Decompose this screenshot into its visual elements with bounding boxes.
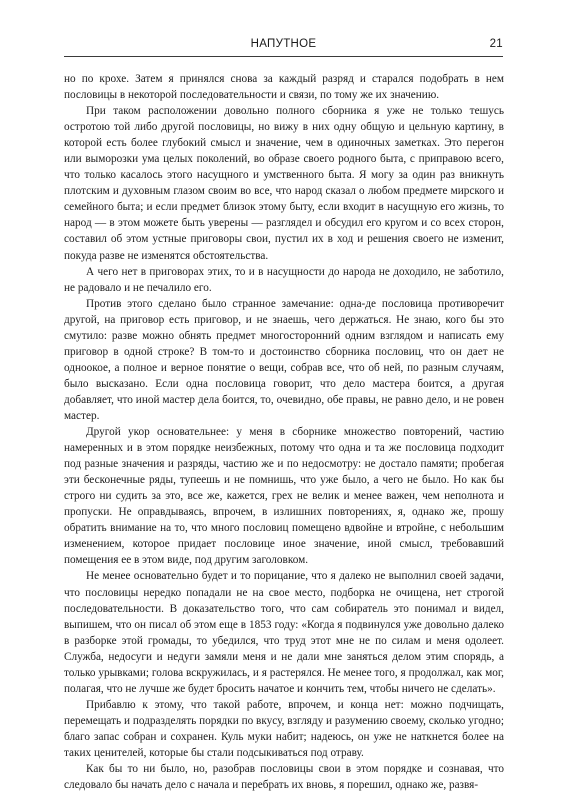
body-text: [64, 71, 504, 793]
page-number: 21: [489, 38, 503, 50]
chapter-title: НАПУТНОЕ: [250, 38, 317, 50]
paragraph: Прибавлю к этому, что такой работе, впрочем, и конца нет: можно подчищать, перемещать и подразделять порядки по вкусу, взгляду и разумению своему, сколько угодно; благо запас собран и сохранен. Куль муки набит; надеюсь, он уже не наткнется более на таких ценителей, которые бы стали подсыкиваться под отраву.: [64, 698, 504, 759]
paragraph: При таком расположении довольно полного сборника я уже не только тешусь остротою той либо другой пословицы, но вижу в них одну общую и цельную картину, в которой есть более глубокий смысл и значение, чем в одиночных заметках. Это перегон или выморозки ума целых поколений, во образе своего родного быта, с приправою всего, что только касалось этого насущного и умственного быта. Я могу за один раз вникнуть плотским и духовным глазом своим во все, что народ сказал о любом предмете мирского и семейного быта; и если предмет близок этому быту, если входит в насущную его жизнь, то народ — в этом можете быть уверены — разглядел и обсудил его кругом и со всех сторон, составил об этом устные приговоры свои, пустил их в ход и решения своего не изменит, покуда разве не изменятся обстоятельства.: [64, 105, 504, 262]
paragraph: но по крохе. Затем я принялся снова за каждый разряд и старался подобрать в нем пословицы в некоторой последовательности и связи, по тому же их значению.: [64, 73, 504, 102]
running-head: [64, 38, 503, 56]
paragraph: Против этого сделано было странное замечание: одна-де пословица противоречит другой, на приговор есть приговор, и не знаешь, чего держаться. Не знаю, кого бы это смутило: разве можно обнять предмет многосторонний одним взглядом и написать ему приговор в одной строке? В том-то и достоинство сборника пословиц, что он дает не одноокое, а полное и верное понятие о вещи, собрав все, что об ней, по разным случаям, было высказано. Если одна пословица говорит, что дело мастера боится, а другая добавляет, что иной мастер дела боится, то, очевидно, обе правы, не равно дело, и не ровен мастер.: [64, 297, 504, 422]
paragraph: Как бы то ни было, но, разобрав пословицы свои в этом порядке и сознавая, что следовало бы начать дело с начала и перебрать их вновь, я порешил, однако же, развя-: [64, 763, 504, 792]
paragraph: А чего нет в приговорах этих, то и в насущности до народа не доходило, не заботило, не радовало и не печалило его.: [64, 265, 504, 294]
paragraph: Не менее основательно будет и то порицание, что я далеко не выполнил своей задачи, что пословицы нередко попадали не на свое место, подборка не очищена, нет строгой последовательности. В доказательство того, что сам собиратель это понимал и видел, выпишем, что он писал об этом еще в 1853 году: «Когда я подвинулся уже довольно далеко в разборке этой громады, то убедился, что труд этот мне не по силам и меня одолеет. Служба, недосуги и недуги замяли меня и не дали мне заняться делом этим спорядь, а только урывками; голова вскружилась, и я растерялся. Не менее того, я продолжал, как мог, полагая, что не лучше же будет бросить начатое и кончить тем, чтобы ничего не сделать».: [64, 570, 504, 695]
header-rule: [64, 56, 503, 57]
paragraph: Другой укор основательнее: у меня в сборнике множество повторений, частию намеренных и в этом порядке неизбежных, потому что одна и та же пословица подходит под разные значения и разряды, частию же и по недосмотру: не достало памяти; пробегая эти бесконечные ряды, тупеешь и не помнишь, что уже было, а чего не было. Но как бы строго ни судить за это, все же, кажется, грех не велик и менее важен, чем неполнота и пропуски. Не оправдываясь, впрочем, в излишних повторениях, я, однако же, прошу обратить внимание на то, что много пословиц помещено вдвойне и втройне, с небольшим изменением, которое придает пословице иное значение, иной смысл, требовавший помещения ее в этом виде, под другим заголовком.: [64, 426, 504, 567]
